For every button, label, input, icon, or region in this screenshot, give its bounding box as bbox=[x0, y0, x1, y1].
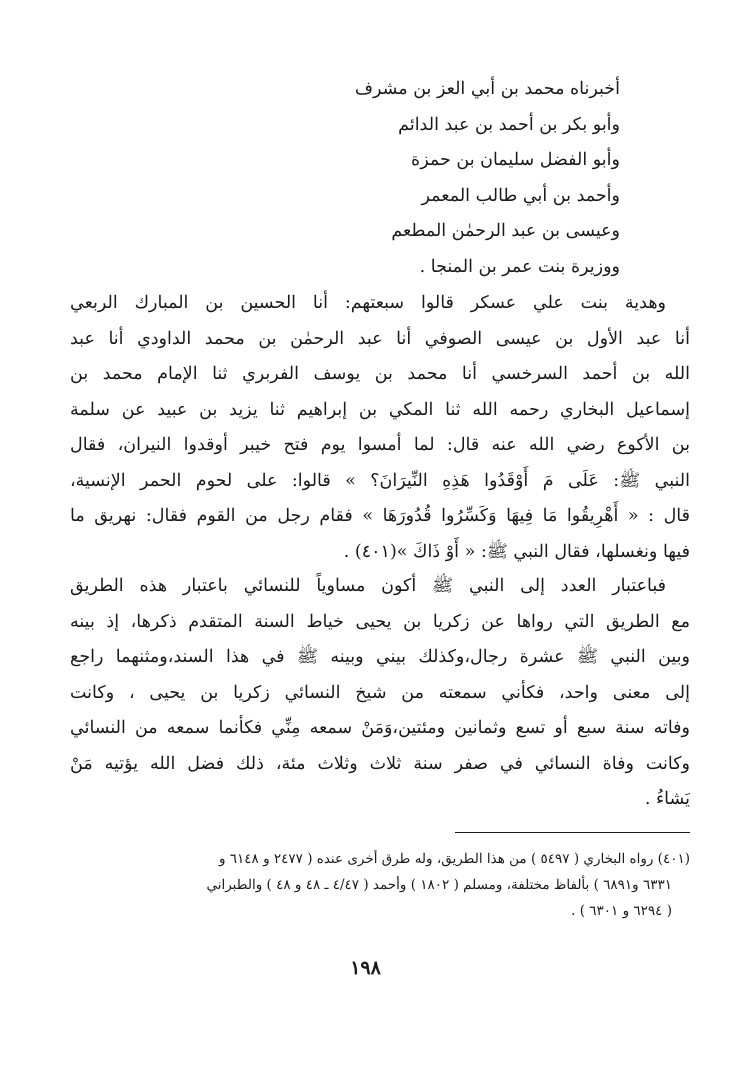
chain-line: وعيسى بن عبد الرحمٰن المطعم bbox=[391, 221, 620, 241]
paragraph-line: فباعتبار العدد إلى النبي ﷺ أكون مساوياً للنسائي باعتبار هذه الطريق bbox=[70, 576, 666, 596]
footnote-divider bbox=[455, 832, 690, 833]
chain-line: ووزيرة بنت عمر بن المنجا . bbox=[419, 256, 620, 277]
isnad-chain bbox=[330, 72, 620, 285]
paragraph-line: النبي ﷺ: عَلَى مَ أَوْقَدُوا هَذِهِ النِّيرَانَ؟ » قالوا: على لحوم الحمر الإنسية، bbox=[70, 470, 690, 491]
paragraph-line: يَشاءُ . bbox=[644, 789, 690, 809]
paragraph-line: وكانت وفاة النسائي في صفر سنة ثلاث وثلاث مئة، ذلك فضل الله يؤتيه مَنْ bbox=[70, 753, 690, 774]
paragraph-line: فيها ونغسلها، فقال النبي ﷺ: « أَوْ ذَاكَ »(٤٠١) . bbox=[343, 541, 690, 562]
paragraph-line: مع الطريق التي رواها عن زكريا بن يحيى خياط السنة المتقدم ذكرها، إذ بينه bbox=[70, 611, 690, 632]
paragraph-line: وفاته سنة سبع أو تسع وثمانين ومئتين،وَمَنْ سمعه مِنِّي فكأنما سمعه من النسائي bbox=[70, 718, 690, 738]
paragraph-line: إسماعيل البخاري رحمه الله ثنا المكي بن إبراهيم ثنا يزيد بن عبيد عن سلمة bbox=[70, 399, 690, 420]
paragraph-line: إلى معنى واحد، فكأني سمعته من شيخ النسائي زكريا بن يحيى ، وكانت bbox=[70, 682, 690, 703]
paragraph-line: قال : « أَهْرِيقُوا مَا فِيهَا وَكَسِّرُوا قُدُورَهَا » فقام رجل من القوم فقال: نهريق ما bbox=[70, 506, 690, 526]
chain-line: وأبو بكر بن أحمد بن عبد الدائم bbox=[398, 114, 620, 135]
footnote-line: ( ٦٢٩٤ و ٦٣٠١ ) . bbox=[571, 903, 672, 919]
footnote-line: ٦٣٣١ و٦٨٩١ ) بألفاظ مختلفة، ومسلم ( ١٨٠٢ ) وأحمد ( ٤/٤٧ ـ ٤٨ و ٤٨ ) والطبراني bbox=[206, 877, 672, 893]
commentary-paragraph bbox=[70, 569, 690, 818]
footnote-line: (٤٠١) رواه البخاري ( ٥٤٩٧ ) من هذا الطريق، وله طرق أخرى عنده ( ٢٤٧٧ و ٦١٤٨ و bbox=[218, 851, 690, 867]
chain-line: وأبو الفضل سليمان بن حمزة bbox=[411, 150, 620, 170]
paragraph-line: الله بن أحمد السرخسي أنا محمد بن يوسف الفربري ثنا الإمام محمد بن bbox=[70, 364, 690, 384]
chain-line: وأحمد بن أبي طالب المعمر bbox=[421, 185, 620, 206]
chain-line: أخبرناه محمد بن أبي العز بن مشرف bbox=[354, 79, 620, 99]
paragraph-line: بن الأكوع رضي الله عنه قال: لما أمسوا يوم فتح خيبر أوقدوا النيران، فقال bbox=[70, 435, 690, 455]
footnote bbox=[70, 846, 690, 924]
paragraph-line: وبين النبي ﷺ عشرة رجال،وكذلك بيني وبينه ﷺ في هذا السند،ومثنهما راجع bbox=[70, 647, 690, 667]
page-number: ١٩٨ bbox=[350, 957, 381, 979]
paragraph-line: وهدية بنت علي عسكر قالوا سبعتهم: أنا الحسين بن المبارك الربعي bbox=[70, 293, 666, 313]
paragraph-line: أنا عبد الأول بن عيسى الصوفي أنا عبد الرحمٰن بن محمد الداودي أنا عبد bbox=[70, 328, 690, 349]
hadith-paragraph bbox=[70, 286, 690, 570]
